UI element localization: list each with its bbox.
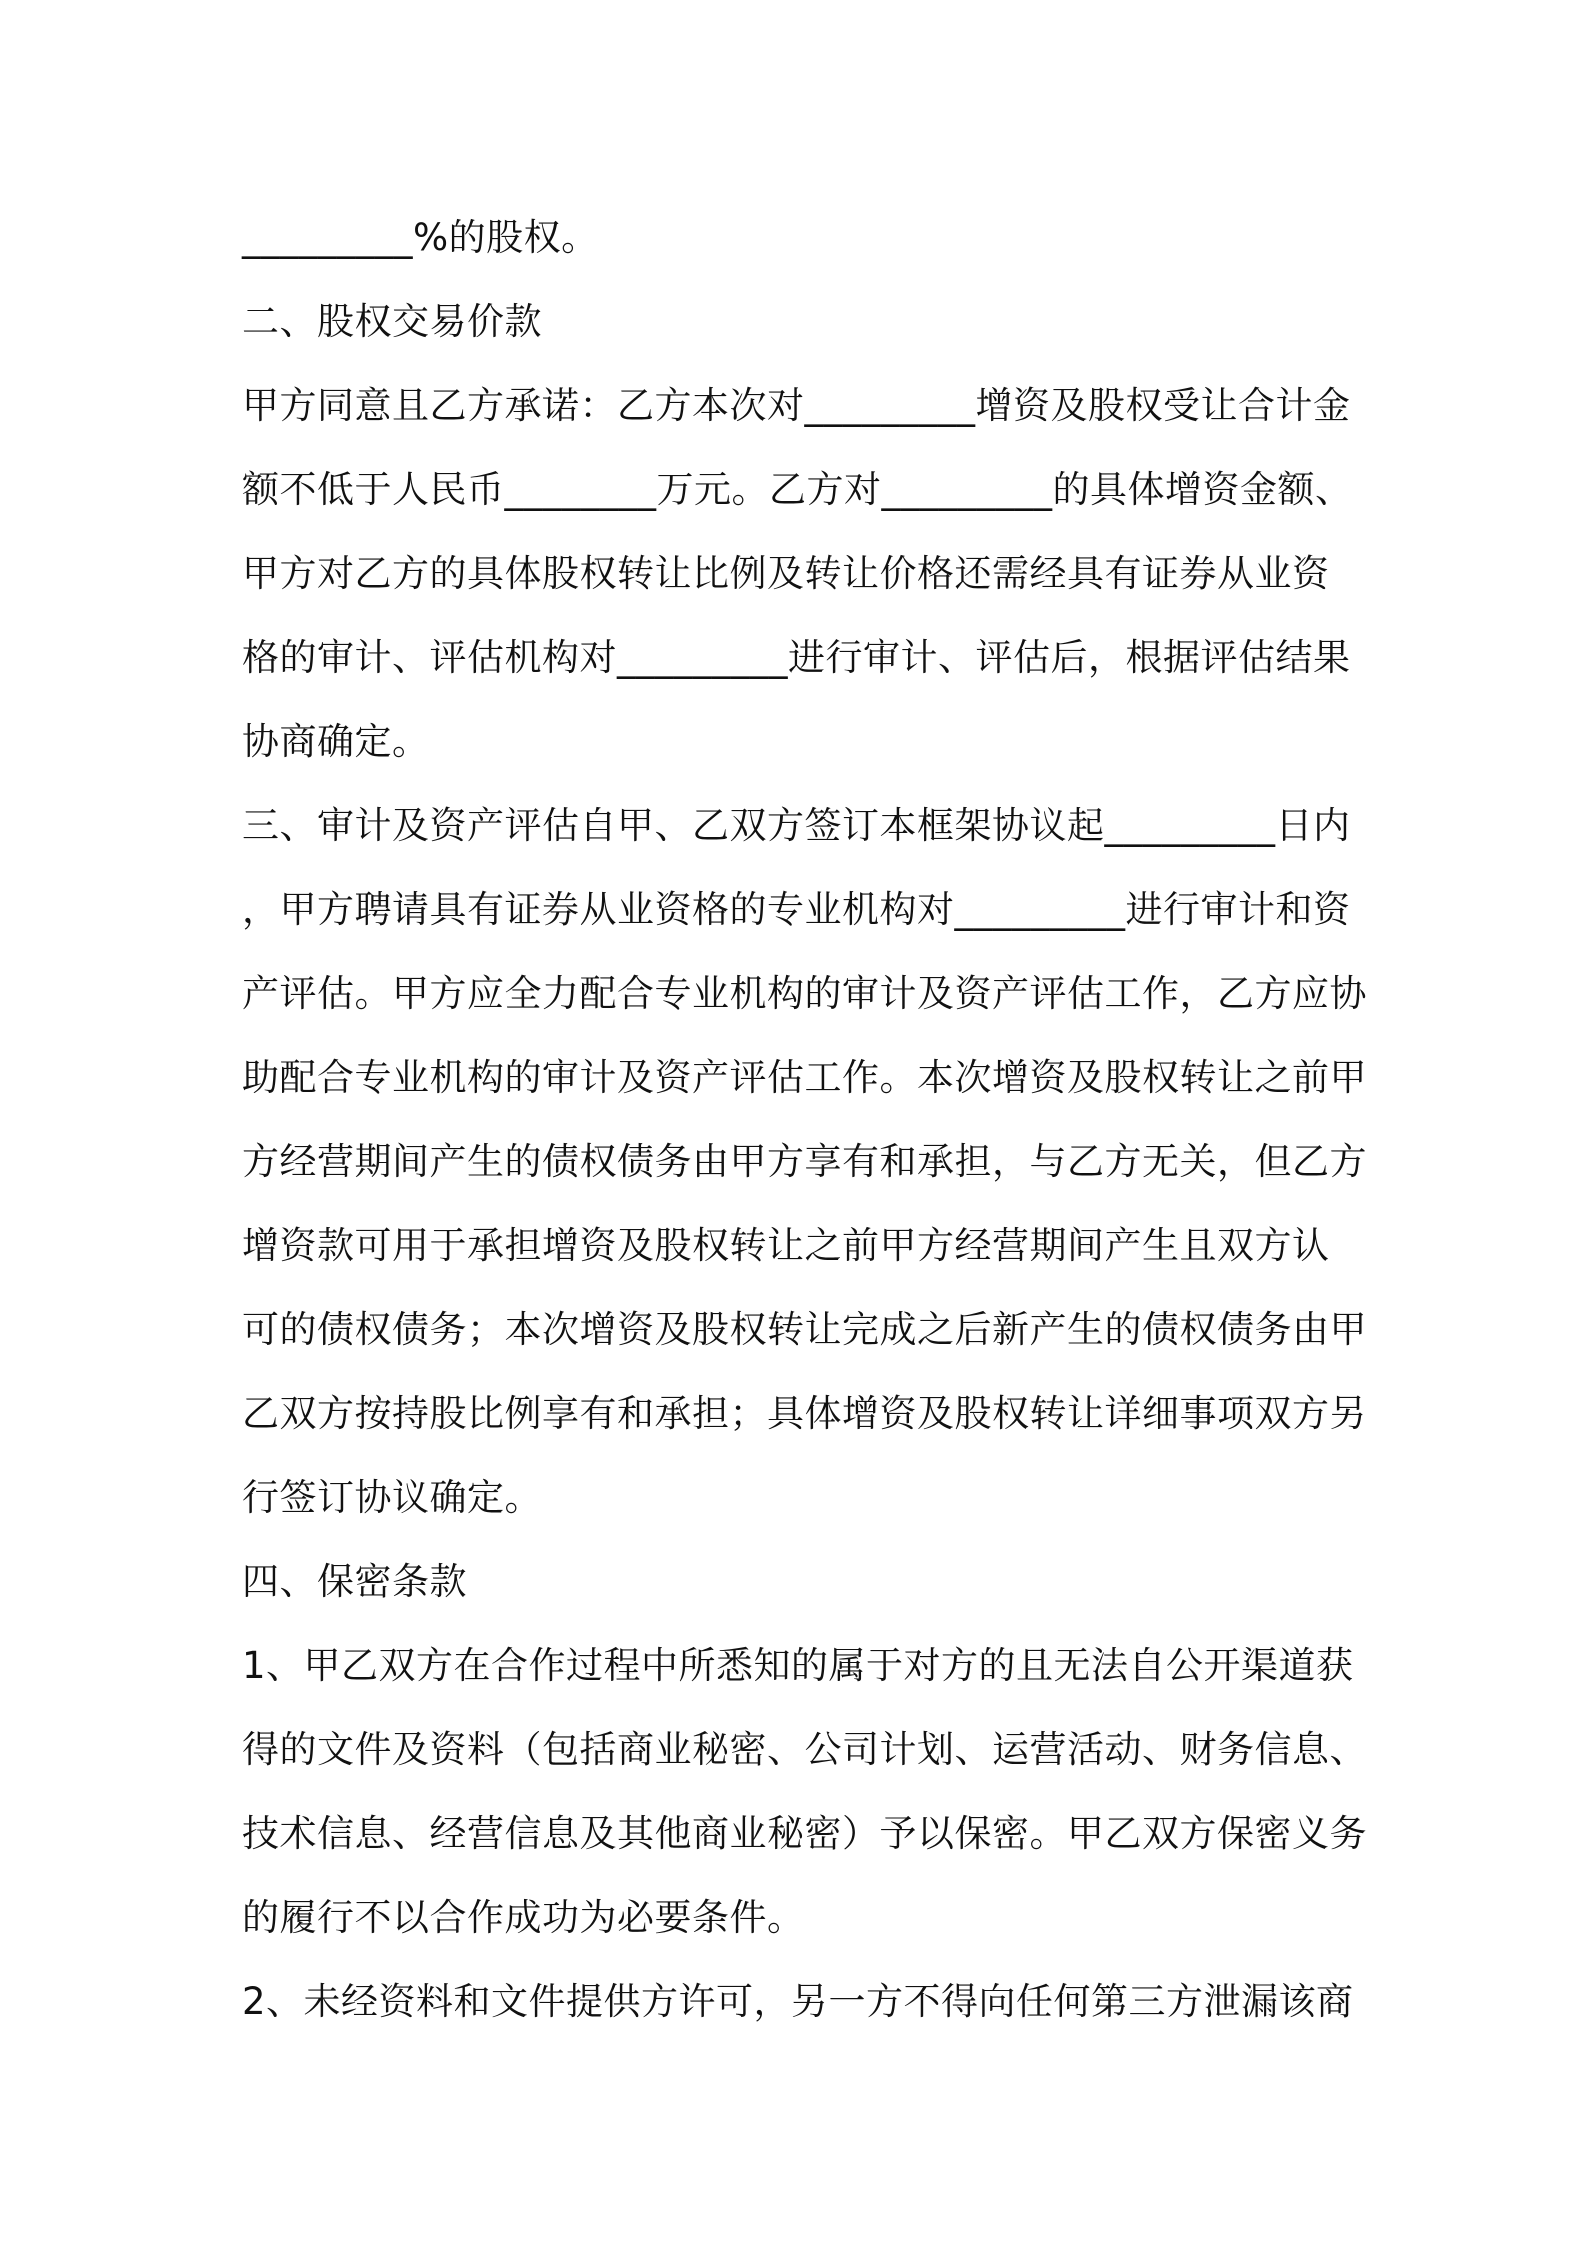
text-line: 2、未经资料和文件提供方许可，另一方不得向任何第三方泄漏该商 [242,1980,1354,2023]
text-line: 乙双方按持股比例享有和承担；具体增资及股权转让详细事项双方另 [242,1392,1367,1435]
text-line: 行签订协议确定。 [242,1476,542,1519]
text-line: 助配合专业机构的审计及资产评估工作。本次增资及股权转让之前甲 [242,1056,1367,1099]
section-heading: 三、审计及资产评估自甲、乙双方签订本框架协议起_________日内 [242,804,1351,847]
text-line: ，甲方聘请具有证券从业资格的专业机构对_________进行审计和资 [242,888,1351,931]
section-heading: 四、保密条款 [242,1560,467,1603]
text-line: 增资款可用于承担增资及股权转让之前甲方经营期间产生且双方认 [242,1224,1330,1267]
text-line: 甲方对乙方的具体股权转让比例及转让价格还需经具有证券从业资 [242,552,1330,595]
text-line: 协商确定。 [242,720,430,763]
text-line: 技术信息、经营信息及其他商业秘密）予以保密。甲乙双方保密义务 [242,1812,1367,1855]
text-line: 的履行不以合作成功为必要条件。 [242,1896,805,1939]
text-line: 格的审计、评估机构对_________进行审计、评估后，根据评估结果 [242,636,1351,679]
text-line: 方经营期间产生的债权债务由甲方享有和承担，与乙方无关，但乙方 [242,1140,1367,1183]
text-line: 产评估。甲方应全力配合专业机构的审计及资产评估工作，乙方应协 [242,972,1367,1015]
text-line: 得的文件及资料（包括商业秘密、公司计划、运营活动、财务信息、 [242,1728,1367,1771]
text-line: 额不低于人民币________万元。乙方对_________的具体增资金额、 [242,468,1353,511]
document-body [242,196,1367,2044]
text-line: _________%的股权。 [242,216,599,259]
text-line: 可的债权债务；本次增资及股权转让完成之后新产生的债权债务由甲 [242,1308,1367,1351]
text-line: 甲方同意且乙方承诺：乙方本次对_________增资及股权受让合计金 [242,384,1351,427]
section-heading: 二、股权交易价款 [242,300,542,343]
text-line: 1、甲乙双方在合作过程中所悉知的属于对方的且无法自公开渠道获 [242,1644,1354,1687]
